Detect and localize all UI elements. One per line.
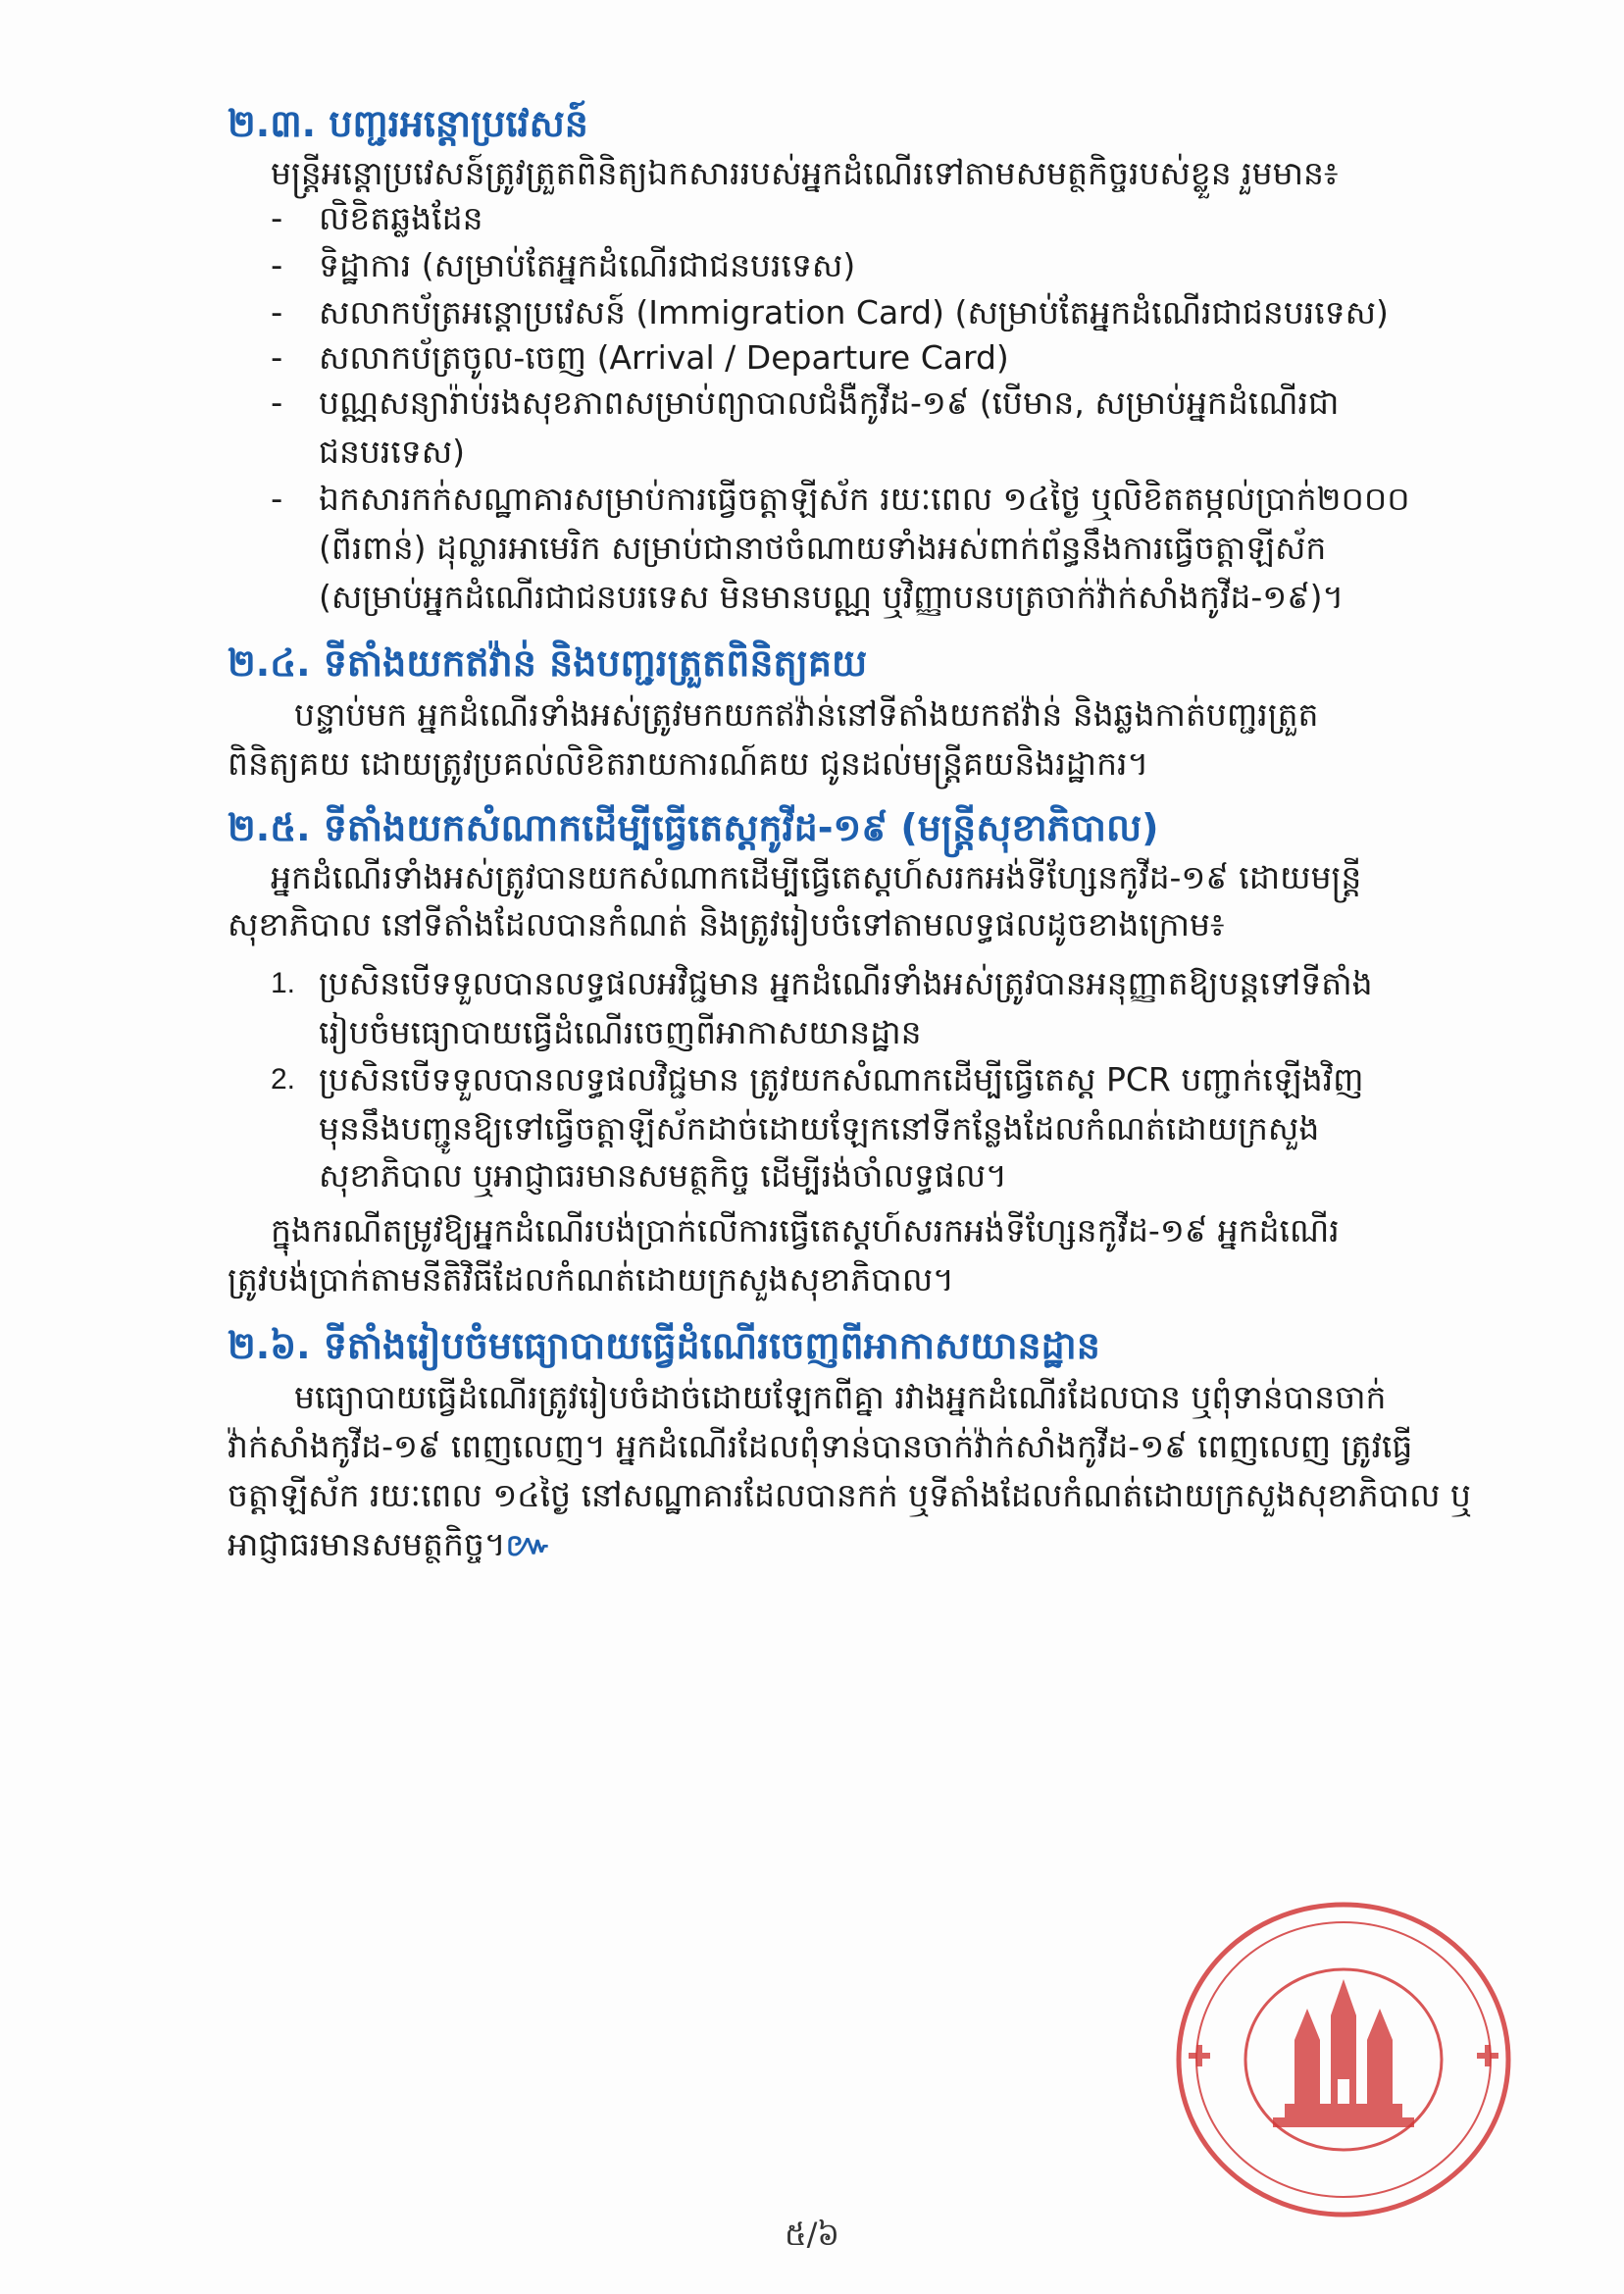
list-item: ឯកសារកក់សណ្ឋាគារសម្រាប់ការធ្វើចត្តាឡីស័ក រយៈពេល ១៤ថ្ងៃ ឬលិខិតតម្កល់ប្រាក់២០០០: [319, 480, 1410, 518]
end-mark: ៚: [505, 1525, 552, 1563]
section-heading-2-3: ២.៣. បញ្ជរអន្តោប្រវេសន៍: [228, 102, 588, 145]
bullet-dash: -: [271, 293, 283, 332]
section-2-5-closing-line: ក្នុងករណីតម្រូវឱ្យអ្នកដំណើរបង់ប្រាក់លើការធ្វើតេស្តហ៍សរកអង់ទីហ្សែនកូវីដ-១៩ អ្នកដំណើរ: [271, 1211, 1340, 1249]
section-2-5-closing-line: ត្រូវបង់ប្រាក់តាមនីតិវិធីដែលកំណត់ដោយក្រសួងសុខាភិបាល។: [228, 1260, 954, 1299]
list-item: លិខិតឆ្លងដែន: [319, 199, 483, 237]
numbered-item-line: សុខាភិបាល ឬអាជ្ញាធរមានសមត្ថកិច្ច ដើម្បីរង់ចាំលទ្ធផល។: [319, 1156, 1007, 1195]
bullet-dash: -: [271, 480, 283, 519]
section-heading-2-6: ២.៦. ទីតាំងរៀបចំមធ្យោបាយធ្វើដំណើរចេញពីអាកាសយានដ្ឋាន: [228, 1324, 1100, 1367]
bullet-dash: -: [271, 199, 283, 238]
section-2-4-line: បន្ទាប់មក អ្នកដំណើរទាំងអស់ត្រូវមកយកឥវ៉ាន់នៅទីតាំងយកឥវ៉ាន់ និងឆ្លងកាត់បញ្ជរត្រួត: [294, 695, 1319, 734]
page-number: ៥/៦: [784, 2216, 840, 2253]
list-item: ទិដ្ឋាការ (សម្រាប់តែអ្នកដំណើរជាជនបរទេស): [319, 246, 856, 284]
section-2-6-line: មធ្យោបាយធ្វើដំណើរត្រូវរៀបចំដាច់ដោយឡែកពីគ្នា រវាងអ្នកដំណើរដែលបាន ឬពុំទាន់បានចាក់: [294, 1378, 1387, 1416]
list-number: 2.: [271, 1063, 296, 1096]
section-2-6-line: វ៉ាក់សាំងកូវីដ-១៩ ពេញលេញ។ អ្នកដំណើរដែលពុំទាន់បានចាក់វ៉ាក់សាំងកូវីដ-១៩ ពេញលេញ ត្រូវធ្វើ: [228, 1427, 1413, 1465]
list-item: បណ្ណសន្យារ៉ាប់រងសុខភាពសម្រាប់ព្យាបាលជំងឺកូវីដ-១៩ (បើមាន, សម្រាប់អ្នកដំណើរជា: [319, 383, 1340, 422]
section-heading-2-5: ២.៥. ទីតាំងយកសំណាកដើម្បីធ្វើតេស្តកូវីដ-១៩ (មន្ត្រីសុខាភិបាល): [228, 806, 1159, 849]
section-2-6-line: ចត្តាឡីស័ក រយៈពេល ១៤ថ្ងៃ នៅសណ្ឋាគារដែលបានកក់ ឬទីតាំងដែលកំណត់ដោយក្រសួងសុខាភិបាល ឬ: [228, 1476, 1471, 1514]
numbered-item-line: រៀបចំមធ្យោបាយធ្វើដំណើរចេញពីអាកាសយានដ្ឋាន: [319, 1013, 922, 1051]
section-2-6-line: [228, 1522, 551, 1567]
section-2-3-intro: មន្ត្រីអន្តោប្រវេសន៍ត្រូវត្រួតពិនិត្យឯកសាររបស់អ្នកដំណើរទៅតាមសមត្ថកិច្ចរបស់ខ្លួន រួមមាន៖: [271, 154, 1339, 192]
bullet-dash: -: [271, 338, 283, 378]
temple-emblem-icon: [1273, 1979, 1414, 2127]
section-2-4-line: ពិនិត្យគយ ដោយត្រូវប្រគល់លិខិតរាយការណ៍គយ ជូនដល់មន្ត្រីគយនិងរដ្ឋាករ។: [228, 744, 1149, 783]
numbered-item-line: មុននឹងបញ្ជូនឱ្យទៅធ្វើចត្តាឡីស័កដាច់ដោយឡែកនៅទីកន្លែងដែលកំណត់ដោយក្រសួង: [319, 1109, 1320, 1147]
section-2-5-intro-line: សុខាភិបាល នៅទីតាំងដែលបានកំណត់ និងត្រូវរៀបចំទៅតាមលទ្ធផលដូចខាងក្រោម៖: [228, 905, 1225, 943]
list-item: សលាកប័ត្រអន្តោប្រវេសន៍ (Immigration Card) (សម្រាប់តែអ្នកដំណើរជាជនបរទេស): [319, 293, 1389, 331]
section-heading-2-4: ២.៤. ទីតាំងយកឥវ៉ាន់ និងបញ្ជរត្រួតពិនិត្យគយ: [228, 641, 868, 685]
section-2-5-intro-line: អ្នកដំណើរទាំងអស់ត្រូវបានយកសំណាកដើម្បីធ្វើតេស្តហ៍សរកអង់ទីហ្សែនកូវីដ-១៩ ដោយមន្ត្រី: [271, 858, 1362, 896]
numbered-item-line: ប្រសិនបើទទួលបានលទ្ធផលអវិជ្ជមាន អ្នកដំណើរទាំងអស់ត្រូវបានអនុញ្ញាតឱ្យបន្តទៅទីតាំង: [319, 964, 1373, 1002]
official-seal-stamp: [1167, 1893, 1520, 2226]
bullet-dash: -: [271, 246, 283, 285]
list-item-continuation: (ពីរពាន់) ដុល្លារអាមេរិក សម្រាប់ជានាថចំណាយទាំងអស់ពាក់ព័ន្ធនឹងការធ្វើចត្តាឡីស័ក: [319, 529, 1327, 567]
list-number: 1.: [271, 967, 296, 999]
bullet-dash: -: [271, 383, 283, 423]
section-2-6-last-text: អាជ្ញាធរមានសមត្ថកិច្ច។: [228, 1525, 506, 1563]
list-item-continuation: ជនបរទេស): [319, 433, 466, 471]
numbered-item-line: ប្រសិនបើទទួលបានលទ្ធផលវិជ្ជមាន ត្រូវយកសំណាកដើម្បីធ្វើតេស្ត PCR បញ្ជាក់ឡើងវិញ: [319, 1060, 1364, 1098]
list-item: សលាកប័ត្រចូល-ចេញ (Arrival / Departure Card): [319, 338, 1009, 377]
list-item-continuation: (សម្រាប់អ្នកដំណើរជាជនបរទេស មិនមានបណ្ណ ឬវិញ្ញាបនបត្រចាក់វ៉ាក់សាំងកូវីដ-១៩)។: [319, 578, 1345, 616]
